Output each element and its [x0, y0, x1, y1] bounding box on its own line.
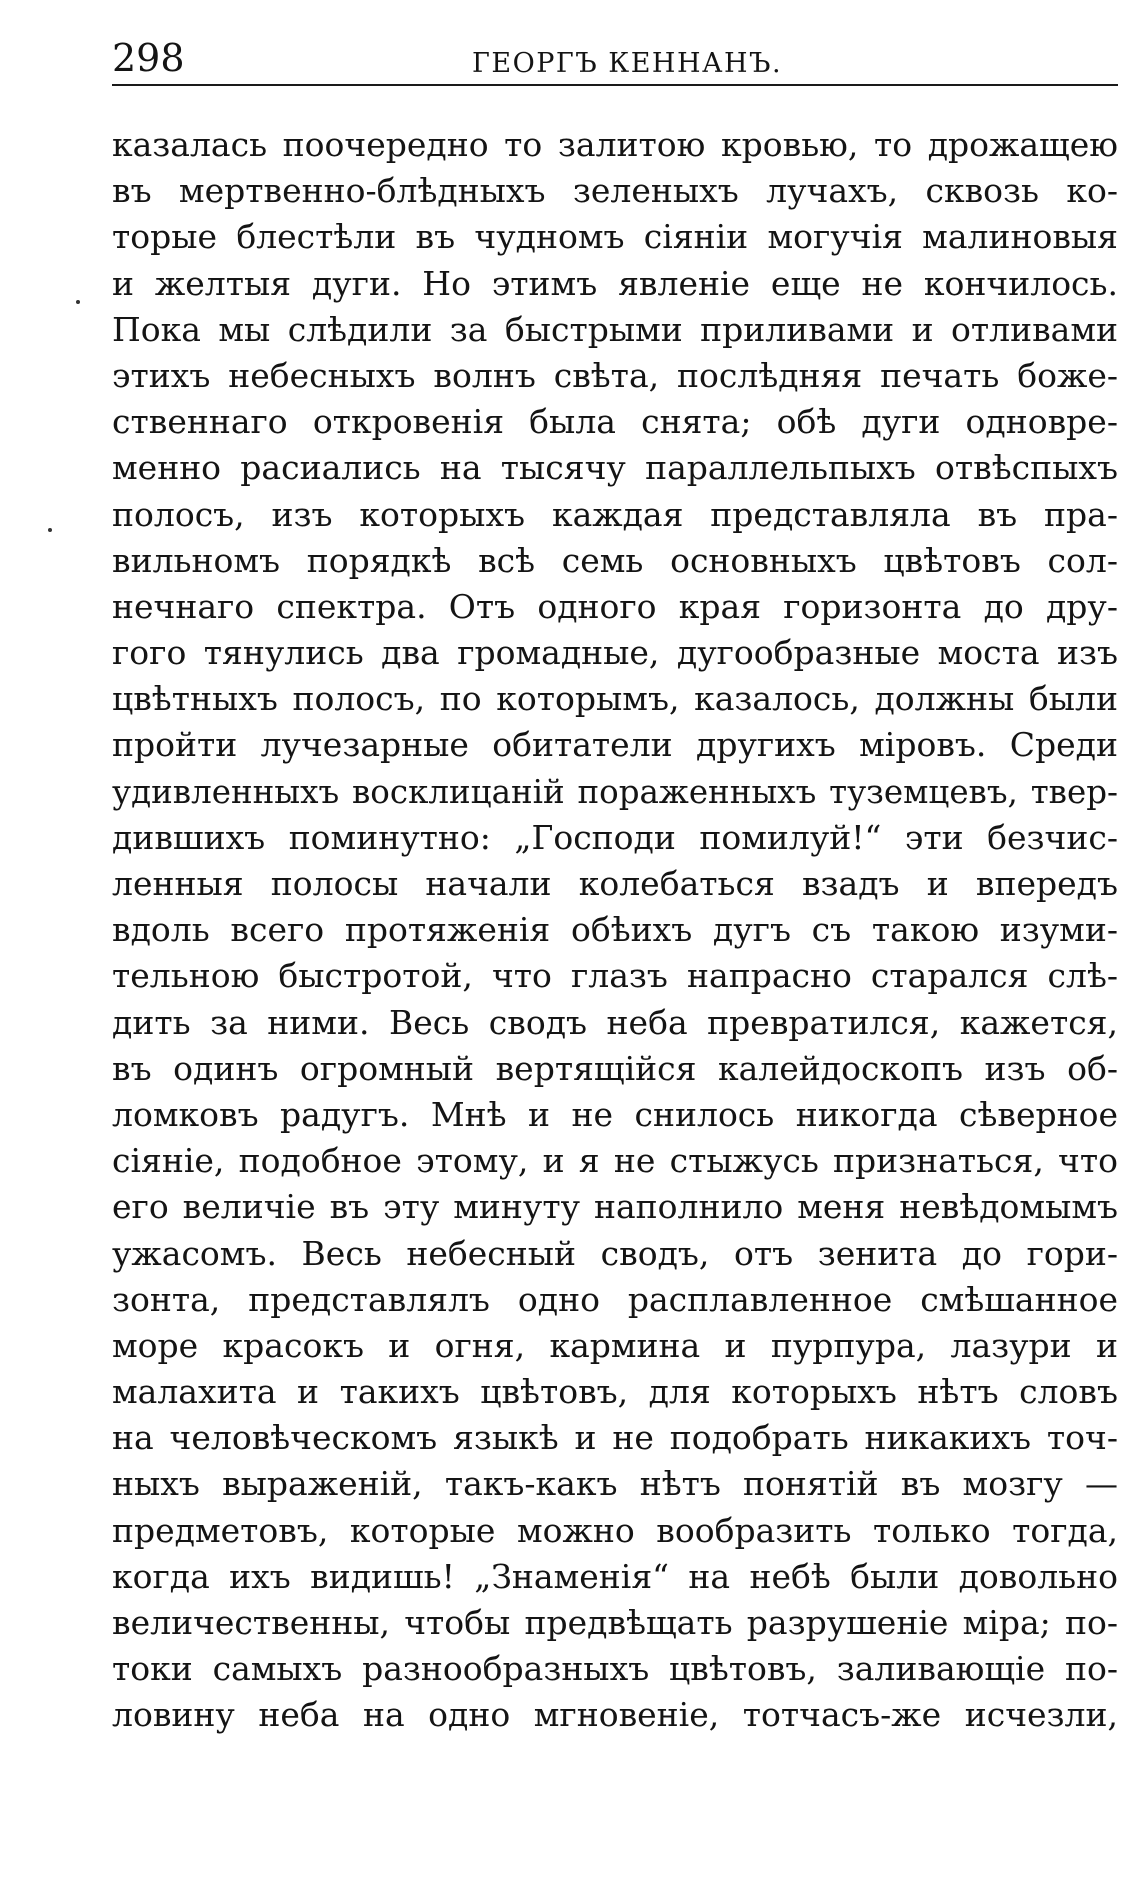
text-line: на человѣческомъ языкѣ и не подобрать никакихъ точ- — [112, 1418, 1118, 1458]
text-line: тельною быстротой, что глазъ напрасно старался слѣ- — [112, 956, 1118, 996]
text-line: въ одинъ огромный вертящійся калейдоскопъ изъ об- — [112, 1048, 1118, 1088]
text-line: дившихъ поминутно: „Господи помилуй!“ эти безчис- — [112, 817, 1118, 857]
text-line: менно расиались на тысячу параллельпыхъ отвѣспыхъ — [112, 448, 1118, 488]
text-line: ственнаго откровенія была снята; обѣ дуги одновре- — [112, 402, 1118, 442]
header-rule — [112, 84, 1118, 86]
text-line: полосъ, изъ которыхъ каждая представляла въ пра- — [112, 494, 1118, 534]
text-line: малахита и такихъ цвѣтовъ, для которыхъ нѣтъ словъ — [112, 1372, 1118, 1412]
margin-dot — [76, 300, 80, 304]
text-line: ленныя полосы начали колебаться взадъ и впередъ — [112, 864, 1118, 903]
text-line: его величіе въ эту минуту наполнило меня невѣдомымъ — [112, 1187, 1118, 1227]
text-line: и желтыя дуги. Но этимъ явленіе еще не кончилось. — [112, 263, 1118, 303]
body-text — [112, 122, 1118, 1739]
text-line: въ мертвенно-блѣдныхъ зеленыхъ лучахъ, сквозь ко- — [112, 171, 1118, 211]
running-title: ГЕОРГЪ КЕННАНЪ. — [472, 48, 783, 79]
text-line: зонта, представлялъ одно расплавленное смѣшанное — [112, 1279, 1118, 1319]
text-line: ломковъ радугъ. Мнѣ и не снилось никогда сѣверное — [112, 1094, 1118, 1134]
text-line: сіяніе, подобное этому, и я не стыжусь признаться, что — [112, 1141, 1118, 1181]
text-line: Пока мы слѣдили за быстрыми приливами и отливами — [112, 309, 1118, 349]
text-line: ужасомъ. Весь небесный сводъ, отъ зенита до гори- — [112, 1233, 1118, 1273]
text-line: когда ихъ видишь! „Знаменія“ на небѣ были довольно — [112, 1556, 1118, 1596]
text-line: казалась поочередно то залитою кровью, то дрожащею — [112, 125, 1118, 164]
text-line: удивленныхъ восклицаній пораженныхъ туземцевъ, твер- — [112, 772, 1118, 811]
text-line: цвѣтныхъ полосъ, по которымъ, казалось, должны были — [112, 679, 1118, 719]
text-line: море красокъ и огня, кармина и пурпура, лазури и — [112, 1325, 1118, 1365]
text-line: величественны, чтобы предвѣщать разрушеніе міра; по- — [112, 1603, 1118, 1642]
text-line: вильномъ порядкѣ всѣ семь основныхъ цвѣтовъ сол- — [112, 540, 1118, 580]
running-head — [112, 30, 1116, 86]
text-line: нечнаго спектра. Отъ одного края горизонта до дру- — [112, 586, 1118, 626]
margin-dot — [48, 528, 52, 532]
text-line: торые блестѣли въ чудномъ сіяніи могучія малиновыя — [112, 217, 1118, 257]
text-line: пройти лучезарные обитатели другихъ міровъ. Среди — [112, 725, 1118, 765]
page-number: 298 — [112, 36, 185, 80]
text-line: дить за ними. Весь сводъ неба превратился, кажется, — [112, 1002, 1118, 1042]
text-line: этихъ небесныхъ волнъ свѣта, послѣдняя печать боже- — [112, 355, 1118, 395]
text-line: гого тянулись два громадные, дугообразные моста изъ — [112, 633, 1118, 673]
text-line: предметовъ, которые можно вообразить только тогда, — [112, 1510, 1118, 1550]
text-line: ныхъ выраженій, такъ-какъ нѣтъ понятій въ мозгу — — [112, 1464, 1118, 1504]
text-line: вдоль всего протяженія обѣихъ дугъ съ такою изуми- — [112, 910, 1118, 950]
text-line: токи самыхъ разнообразныхъ цвѣтовъ, заливающіе по- — [112, 1649, 1118, 1689]
text-line: ловину неба на одно мгновеніе, тотчасъ-же исчезли, — [112, 1695, 1118, 1735]
